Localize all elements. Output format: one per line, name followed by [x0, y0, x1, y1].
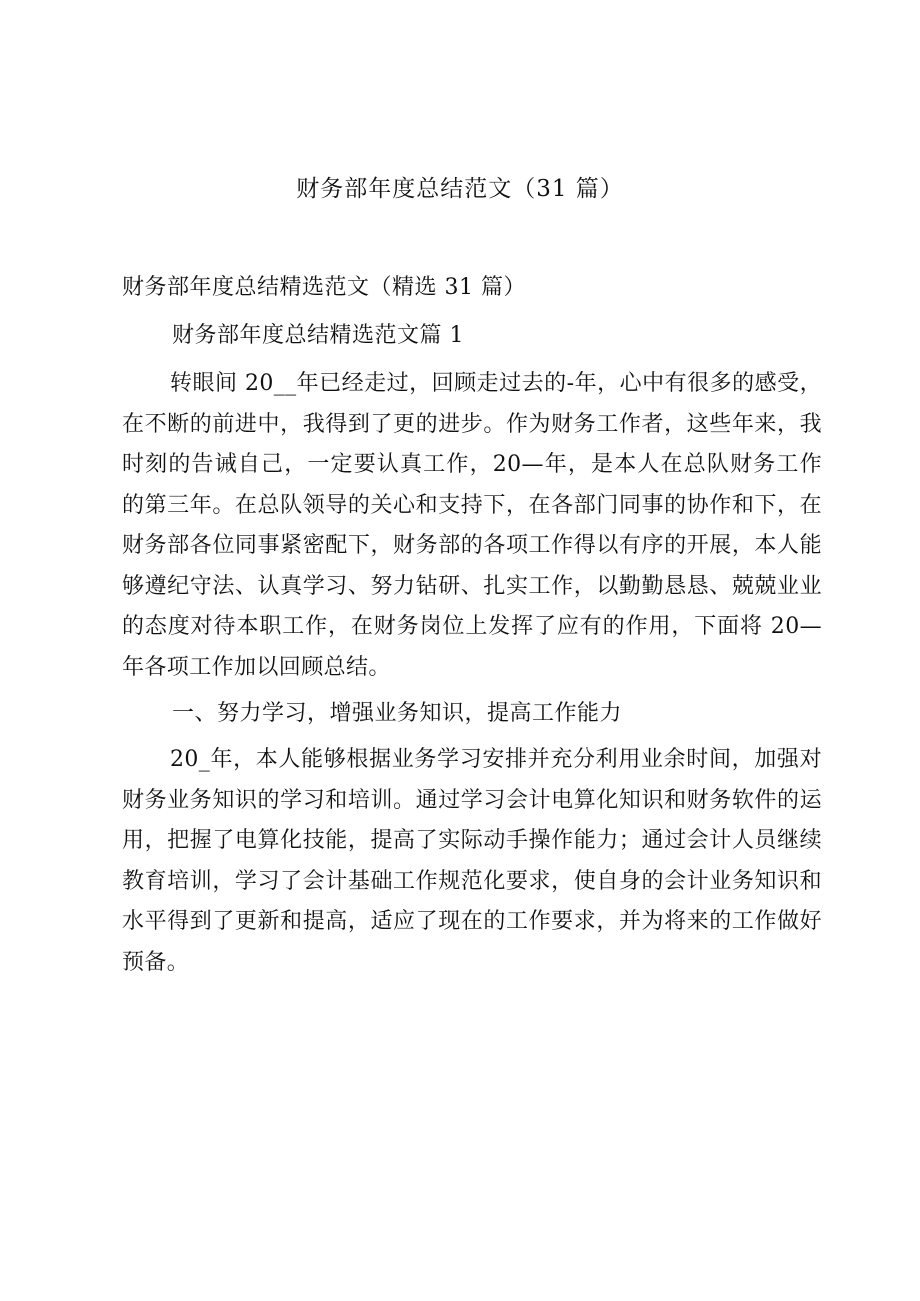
document-subtitle: 财务部年度总结精选范文（精选 31 篇） [122, 275, 526, 300]
document-body [122, 268, 822, 983]
paragraph-intro: 转眼间 20__年已经走过，回顾走过去的-年，心中有很多的感受，在不断的前进中，我得到了更的进步。作为财务工作者，这些年来，我时刻的告诫自己，一定要认真工作，20—年，是本人在总队财务工作的第三年。在总队领导的关心和支持下，在各部门同事的协作和下，在财务部各位同事紧密配下，财务部的各项工作得以有序的开展，本人能够遵纪守法、认真学习、努力钻研、扎实工作，以勤勤恳恳、兢兢业业的态度对待本职工作，在财务岗位上发挥了应有的作用，下面将 20—年各项工作加以回顾总结。 [122, 371, 822, 680]
section-title: 财务部年度总结精选范文篇 1 [172, 323, 464, 348]
heading-study: 一、努力学习，增强业务知识，提高工作能力 [172, 701, 623, 726]
document-title: 财务部年度总结范文（31 篇） [296, 176, 624, 202]
paragraph-study: 20_年，本人能够根据业务学习安排并充分利用业余时间，加强对财务业务知识的学习和培训。通过学习会计电算化知识和财务软件的运用，把握了电算化技能，提高了实际动手操作能力；通过会计人员继续教育培训，学习了会计基础工作规范化要求，使自身的会计业务知识和水平得到了更新和提高，适应了现在的工作要求，并为将来的工作做好预备。 [122, 747, 822, 975]
